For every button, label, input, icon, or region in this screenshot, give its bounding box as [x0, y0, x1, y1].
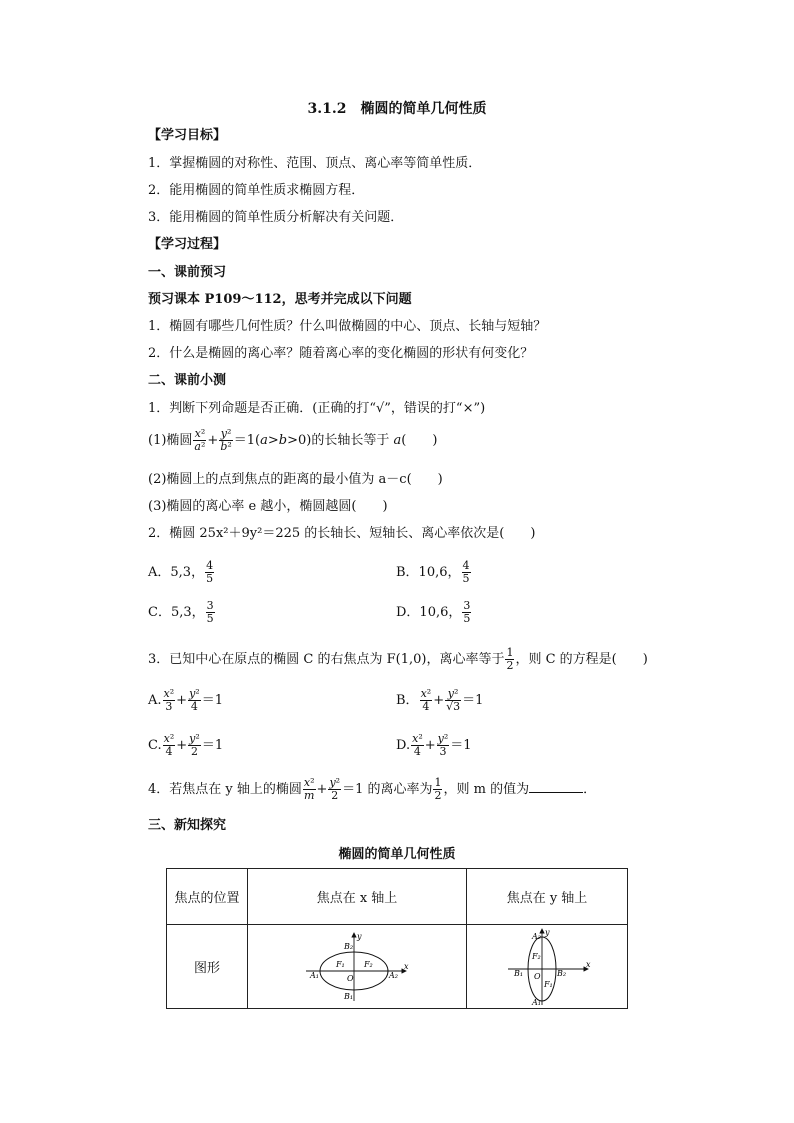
- q1-item3: (3)椭圆的离心率 e 越小，椭圆越圆( ): [148, 499, 388, 514]
- q2-option-c: C．5,3， $\frac{3}{5}$: [148, 599, 214, 625]
- q3-stem: 3．已知中心在原点的椭圆 C 的右焦点为 F(1,0)，离心率等于 $\frac{1}{2}$ ，则 C 的方程是( ): [148, 646, 648, 672]
- vertex-a2-label: A₂: [389, 970, 398, 980]
- origin-label: O: [534, 971, 541, 981]
- vertex-b1-label: B₁: [514, 968, 524, 978]
- goals-heading: 【学习目标】: [148, 128, 227, 143]
- y-axis-label: y: [357, 931, 362, 941]
- figure-cell-y-axis: [467, 925, 628, 1009]
- preview-question: 2．什么是椭圆的离心率？随着离心率的变化椭圆的形状有何变化？: [148, 346, 534, 361]
- q3-option-c: C. $\frac{\text{x²}}{4}$ + $\frac{\text{y²}}{2}$ ＝1: [148, 732, 224, 758]
- origin-label: O: [347, 973, 354, 983]
- vertex-b2-label: B₂: [557, 968, 567, 978]
- fraction-y2-b2: $\frac{\text{y²}}{\text{b²}}$: [220, 427, 232, 453]
- focus-f2-label: F₂: [364, 959, 373, 969]
- preview-instruction: 预习课本 P109～112，思考并完成以下问题: [148, 292, 412, 307]
- q2-option-a: A．5,3， $\frac{4}{5}$: [148, 559, 214, 585]
- q2-option-d: D．10,6， $\frac{3}{5}$: [396, 599, 471, 625]
- vertex-a1-label: A₁: [310, 970, 319, 980]
- table-header-cell: 焦点在 y 轴上: [467, 869, 628, 925]
- x-axis-label: x: [586, 959, 591, 969]
- page-title: 3.1.2 椭圆的简单几何性质: [307, 101, 487, 117]
- q1-item1: (1)椭圆 $\frac{\text{x²}}{\text{a²}}$ + $\frac{\text{y²}}{\text{b²}}$ ＝1(a>b>0)的长轴长等于 a( ): [148, 427, 438, 453]
- focus-f1-label: F₁: [544, 979, 553, 989]
- vertex-b2-label: B₂: [344, 941, 354, 951]
- fraction-x2-a2: $\frac{\text{x²}}{\text{a²}}$: [194, 427, 206, 453]
- ellipse-properties-table: [166, 868, 628, 1009]
- ellipse-y-axis-figure: [502, 927, 592, 1007]
- y-axis-label: y: [545, 927, 550, 937]
- q2-option-b: B．10,6， $\frac{4}{5}$: [396, 559, 470, 585]
- section3-heading: 三、新知探究: [148, 818, 227, 833]
- goal-item: 2．能用椭圆的简单性质求椭圆方程．: [148, 183, 365, 198]
- section2-heading: 二、课前小测: [148, 373, 227, 388]
- focus-f1-label: F₁: [336, 959, 345, 969]
- vertex-a2-label: A₂: [532, 931, 541, 941]
- q3-option-a: A. $\frac{\text{x²}}{3}$ + $\frac{\text{y²}}{4}$ ＝1: [148, 687, 223, 713]
- focus-f2-label: F₂: [532, 951, 541, 961]
- table-header-cell: 焦点在 x 轴上: [248, 869, 467, 925]
- goal-item: 3．能用椭圆的简单性质分析解决有关问题．: [148, 210, 404, 225]
- goal-item: 1．掌握椭圆的对称性、范围、顶点、离心率等简单性质．: [148, 156, 482, 171]
- q1-stem: 1．判断下列命题是否正确．(正确的打“√”，错误的打“×”): [148, 401, 486, 416]
- table-caption: 椭圆的简单几何性质: [338, 847, 456, 862]
- section1-heading: 一、课前预习: [148, 265, 227, 280]
- q1-item2: (2)椭圆上的点到焦点的距离的最小值为 a－c( ): [148, 472, 443, 487]
- preview-question: 1．椭圆有哪些几何性质？什么叫做椭圆的中心、顶点、长轴与短轴？: [148, 319, 547, 334]
- table-header-cell: 焦点的位置: [167, 869, 248, 925]
- answer-blank[interactable]: [529, 780, 583, 793]
- q3-option-b: B． $\frac{\text{x²}}{4}$ + $\frac{\text{y²}}{√3}$ ＝1: [396, 687, 484, 713]
- ellipse-x-axis-figure: [302, 929, 412, 1005]
- process-heading: 【学习过程】: [148, 237, 227, 252]
- q4-stem: 4．若焦点在 y 轴上的椭圆 $\frac{\text{x²}}{m}$ + $\frac{\text{y²}}{2}$ ＝1 的离心率为 $\frac{1}{2}$ ，则 m 的值为 ．: [148, 776, 597, 802]
- table-row-label: 图形: [167, 925, 248, 1009]
- figure-cell-x-axis: [248, 925, 467, 1009]
- x-axis-label: x: [404, 961, 409, 971]
- vertex-b1-label: B₁: [344, 991, 354, 1001]
- q3-option-d: D. $\frac{\text{x²}}{4}$ + $\frac{\text{y²}}{3}$ ＝1: [396, 732, 472, 758]
- vertex-a1-label: A₁: [532, 997, 541, 1007]
- q2-stem: 2．椭圆 25x²＋9y²＝225 的长轴长、短轴长、离心率依次是( ): [148, 526, 536, 541]
